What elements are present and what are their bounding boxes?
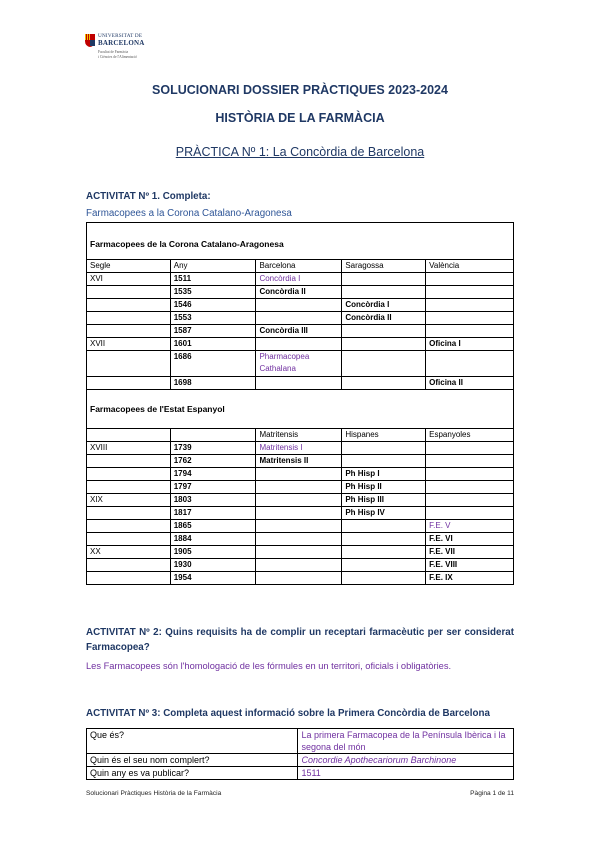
logo-line4: i Ciències de l'Alimentació: [98, 55, 137, 59]
table-row: [87, 559, 514, 572]
table-cell: [426, 507, 514, 520]
practice-title: PRÀCTICA Nº 1: La Concòrdia de Barcelona: [175, 145, 425, 159]
table-cell: XVIII: [87, 442, 171, 455]
table-cell: Ph Hisp II: [342, 481, 426, 494]
table-cell: Concòrdia I: [256, 273, 342, 286]
table-cell: [342, 338, 426, 351]
document-title: SOLUCIONARI DOSSIER PRÀCTIQUES 2023-2024: [152, 83, 448, 97]
table-row: [87, 286, 514, 299]
table-cell: XIX: [87, 494, 171, 507]
activity1-heading: ACTIVITAT Nº 1. Completa:: [86, 191, 211, 202]
table-cell: Concòrdia II: [342, 312, 426, 325]
table-cell: XVI: [87, 273, 171, 286]
table-row: [87, 442, 514, 455]
document-subtitle: HISTÒRIA DE LA FARMÀCIA: [215, 111, 385, 125]
table-cell: Segle: [87, 260, 171, 273]
activity3-heading: ACTIVITAT Nº 3: Completa aquest informació sobre la Primera Concòrdia de Barcelona: [86, 708, 490, 719]
table-cell: 1762: [170, 455, 256, 468]
footer-page-number: Pàgina 1 de 11: [470, 790, 514, 797]
table-row: [87, 429, 514, 442]
table-cell: 1601: [170, 338, 256, 351]
table-cell: [87, 572, 171, 585]
table-cell: [342, 520, 426, 533]
table-cell: 1930: [170, 559, 256, 572]
table-row: [87, 520, 514, 533]
table-cell: [426, 312, 514, 325]
table-section-title: Farmacopees de la Corona Catalano-Aragonesa: [87, 223, 514, 260]
answer-cell: La primera Farmacopea de la Península Ibèrica i la segona del món: [298, 729, 514, 754]
table-cell: [426, 455, 514, 468]
table-cell: Espanyoles: [426, 429, 514, 442]
table-cell: 1803: [170, 494, 256, 507]
table-row: [87, 299, 514, 312]
table-cell: 1546: [170, 299, 256, 312]
table-cell: [256, 299, 342, 312]
table-cell: 1884: [170, 533, 256, 546]
table-row: [87, 338, 514, 351]
table-cell: [342, 533, 426, 546]
table-row: [87, 533, 514, 546]
table-cell: Ph Hisp IV: [342, 507, 426, 520]
table-cell: [256, 481, 342, 494]
table-cell: [342, 546, 426, 559]
answer-cell: 1511: [298, 767, 514, 780]
table-cell: [170, 429, 256, 442]
table-cell: [342, 273, 426, 286]
table-row: [87, 351, 514, 377]
table-row: [87, 468, 514, 481]
table-cell: 1794: [170, 468, 256, 481]
table-cell: Any: [170, 260, 256, 273]
table-cell: [256, 377, 342, 390]
table-cell: [87, 468, 171, 481]
table-cell: [256, 572, 342, 585]
table-row: [87, 754, 514, 767]
university-logo: [85, 33, 155, 69]
table-cell: [256, 533, 342, 546]
table-cell: [426, 494, 514, 507]
table-cell: 1698: [170, 377, 256, 390]
answer-cell: Concordie Apothecariorum Barchinone: [298, 754, 514, 767]
table-cell: [87, 559, 171, 572]
table-cell: [342, 351, 426, 377]
table-cell: [87, 325, 171, 338]
concordia-info-table: [86, 728, 514, 780]
table-cell: [256, 546, 342, 559]
table-cell: Concòrdia II: [256, 286, 342, 299]
table-cell: [87, 377, 171, 390]
table-cell: Saragossa: [342, 260, 426, 273]
table-cell: [87, 299, 171, 312]
table-row: [87, 325, 514, 338]
table-cell: [342, 559, 426, 572]
table-section-title-row: [87, 223, 514, 260]
table-cell: [256, 312, 342, 325]
table-row: [87, 767, 514, 780]
table-cell: [342, 377, 426, 390]
table-cell: 1739: [170, 442, 256, 455]
table-cell: F.E. VIII: [426, 559, 514, 572]
table-cell: Oficina I: [426, 338, 514, 351]
table-cell: Ph Hisp III: [342, 494, 426, 507]
table-row: [87, 377, 514, 390]
table-cell: Pharmacopea Cathalana: [256, 351, 342, 377]
table-cell: Oficina II: [426, 377, 514, 390]
table-cell: [426, 481, 514, 494]
table-cell: [426, 273, 514, 286]
table-cell: València: [426, 260, 514, 273]
table-cell: [342, 455, 426, 468]
table-cell: F.E. V: [426, 520, 514, 533]
table-cell: [426, 299, 514, 312]
table-cell: 1535: [170, 286, 256, 299]
table-row: [87, 546, 514, 559]
table-cell: Matritensis I: [256, 442, 342, 455]
table-row: [87, 481, 514, 494]
table-cell: Ph Hisp I: [342, 468, 426, 481]
activity1-subheading: Farmacopees a la Corona Catalano-Aragonesa: [86, 208, 292, 219]
table-cell: [342, 325, 426, 338]
table-cell: [342, 442, 426, 455]
table-cell: [256, 494, 342, 507]
question-cell: Quin és el seu nom complert?: [87, 754, 298, 767]
table-cell: [87, 507, 171, 520]
table-cell: XVII: [87, 338, 171, 351]
table-cell: 1905: [170, 546, 256, 559]
logo-faculty: [98, 50, 137, 60]
table-cell: [87, 351, 171, 377]
table-cell: [256, 559, 342, 572]
table-cell: F.E. IX: [426, 572, 514, 585]
footer-left: Solucionari Pràctiques Història de la Farmàcia: [86, 790, 222, 797]
table-row: [87, 260, 514, 273]
table-cell: 1954: [170, 572, 256, 585]
question-cell: Quin any es va publicar?: [87, 767, 298, 780]
activity2-answer: Les Farmacopees són l'homologació de les fórmules en un territori, oficials i obligatòries.: [86, 661, 452, 671]
table-cell: [426, 468, 514, 481]
question-cell: Que és?: [87, 729, 298, 754]
table-cell: F.E. VII: [426, 546, 514, 559]
table-cell: [426, 286, 514, 299]
table-cell: [426, 442, 514, 455]
activity2-question: ACTIVITAT Nº 2: Quins requisits ha de complir un receptari farmacèutic per ser considerat Farmacopea?: [86, 627, 514, 653]
table-cell: 1686: [170, 351, 256, 377]
table-row: [87, 494, 514, 507]
table-cell: XX: [87, 546, 171, 559]
table-row: [87, 729, 514, 754]
table-cell: [256, 507, 342, 520]
table-cell: [87, 312, 171, 325]
table-cell: [426, 351, 514, 377]
table-row: [87, 312, 514, 325]
table-cell: [87, 455, 171, 468]
table-cell: 1553: [170, 312, 256, 325]
table-cell: [87, 481, 171, 494]
table-cell: [256, 468, 342, 481]
table-cell: 1511: [170, 273, 256, 286]
table-section-title: Farmacopees de l'Estat Espanyol: [87, 390, 514, 429]
table-cell: F.E. VI: [426, 533, 514, 546]
table-cell: [87, 429, 171, 442]
table-cell: [256, 338, 342, 351]
table-cell: 1587: [170, 325, 256, 338]
table-row: [87, 273, 514, 286]
university-crest-icon: [85, 34, 95, 47]
table-cell: [342, 286, 426, 299]
table-cell: [87, 533, 171, 546]
logo-line1: UNIVERSITAT DE: [98, 33, 143, 39]
table-cell: 1817: [170, 507, 256, 520]
table-row: [87, 572, 514, 585]
table-cell: 1865: [170, 520, 256, 533]
logo-line3: Facultat de Farmàcia: [98, 50, 129, 54]
logo-line2: BARCELONA: [98, 39, 145, 47]
table-cell: Concòrdia III: [256, 325, 342, 338]
table-cell: 1797: [170, 481, 256, 494]
table-row: [87, 507, 514, 520]
table-row: [87, 455, 514, 468]
table-section-title-row: [87, 390, 514, 429]
table-cell: [342, 572, 426, 585]
table-cell: Matritensis II: [256, 455, 342, 468]
table-cell: [426, 325, 514, 338]
table-cell: Barcelona: [256, 260, 342, 273]
pharmacopoeia-table: [86, 222, 514, 585]
table-cell: Matritensis: [256, 429, 342, 442]
table-cell: [87, 520, 171, 533]
table-cell: [256, 520, 342, 533]
table-cell: Hispanes: [342, 429, 426, 442]
table-cell: [87, 286, 171, 299]
table-cell: Concòrdia I: [342, 299, 426, 312]
